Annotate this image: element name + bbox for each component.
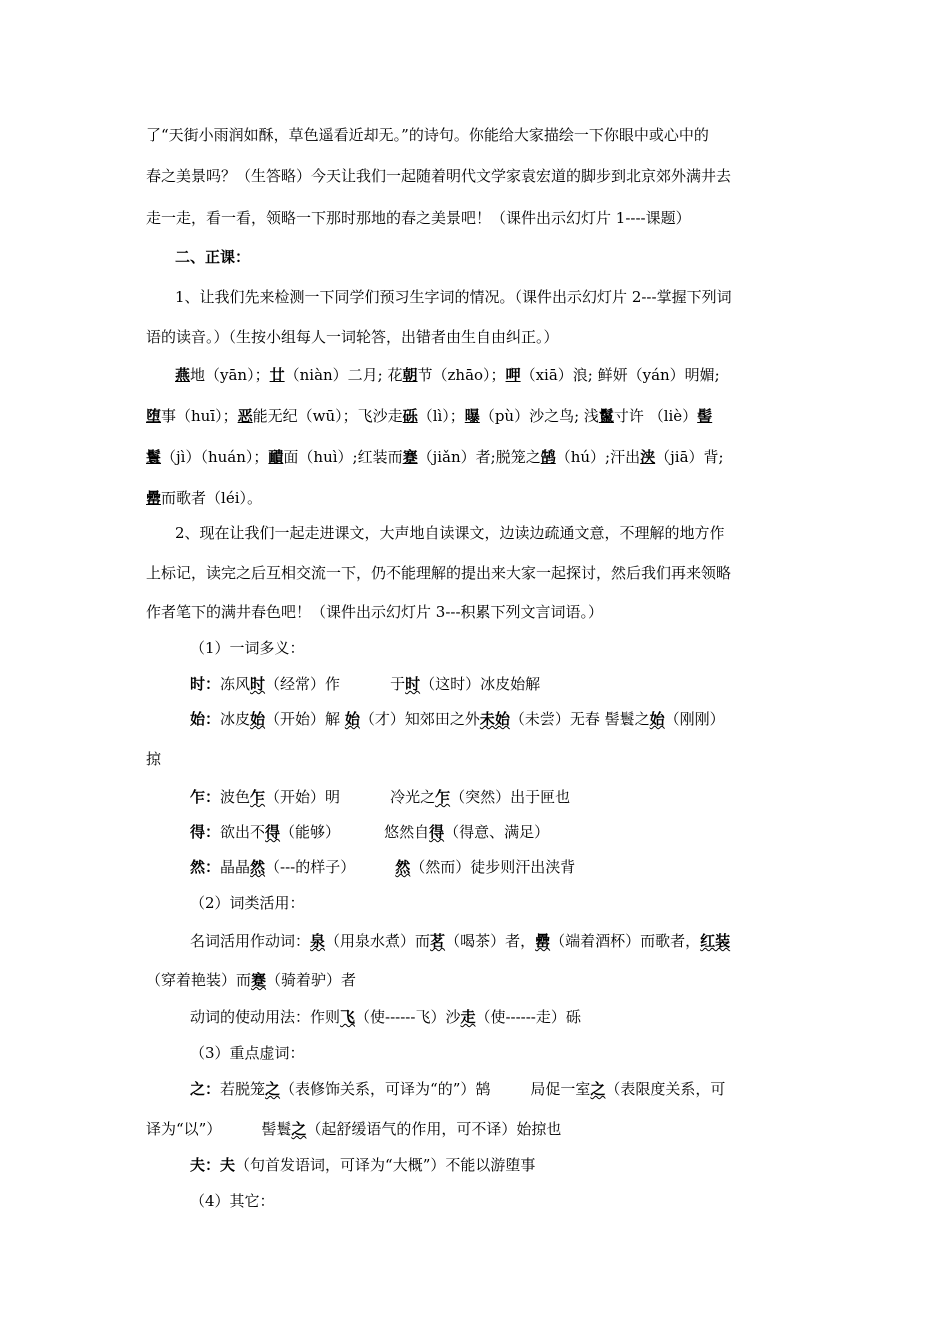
term-char: 罍 [535,932,551,950]
term-text: 译为“以”） [146,1120,222,1138]
term-text: （句首发语词，可译为“大概”）不能以游堕事 [235,1156,536,1174]
term-key: 夫： [190,1156,221,1174]
term-text: （喝茶）者， [445,932,536,950]
term-key: 始： [190,710,221,728]
vocab-text: 而歌者（léi）。 [161,489,262,507]
term-char: 得 [429,823,445,841]
step1-line-2: 语的读音。）（生按小组每人一词轮答，出错者由生自由纠正。） [146,328,559,346]
term-char: 飞 [340,1008,356,1026]
term-text: （突然）出于匣也 [450,788,571,806]
term-text: （然而）徒步则汗出浃背 [410,858,576,876]
step2-line-2: 上标记，读完之后互相交流一下，仍不能理解的提出来大家一起探讨，然后我们再来领略 [146,564,732,582]
vocab-char: 恶 [237,407,253,425]
term-text: （表限度关系，可 [605,1080,726,1098]
term-key: 得： [190,823,221,841]
term-char: 始 [649,710,665,728]
term-char: 走 [460,1008,476,1026]
vocab-text: （niàn）二月; 花 [284,366,403,384]
subheading-function-words: （3）重点虚词： [190,1044,305,1062]
term-text: （用泉水煮）而 [325,932,431,950]
term-char: 蹇 [251,971,267,989]
term-text: 悠然自 [384,823,430,841]
term-text: （起舒缓语气的作用，可不译）始掠也 [306,1120,562,1138]
vocab-line-2 [146,405,712,427]
term-text: 欲出不 [220,823,266,841]
vocab-char: 鬣 [598,407,614,425]
term-char: 时 [405,675,421,693]
word-class-line-1 [190,930,730,952]
vocab-text: 节（zhāo）； [417,366,506,384]
term-text: 冰皮 [220,710,251,728]
term-char: 始 [344,710,360,728]
vocab-char: 朝 [402,366,418,384]
term-text: （得意、满足） [444,823,550,841]
term-char: 之 [590,1080,606,1098]
term-char: 得 [265,823,281,841]
term-text: （使------走）砾 [475,1008,581,1026]
term-text: 波色 [220,788,251,806]
vocab-text: （hú）;汗出 [555,448,641,466]
term-text: 若脱笼 [220,1080,266,1098]
term-char: 乍 [435,788,451,806]
vocab-char: 靧 [268,448,284,466]
vocab-text: （jiā）背; [655,448,724,466]
polysemy-de [190,821,549,843]
vocab-char: 堕 [146,407,162,425]
term-key: 之： [190,1080,221,1098]
vocab-char: 燕 [175,366,191,384]
term-key: 乍： [190,788,221,806]
term-text: （端着酒杯）而歌者， [550,932,701,950]
subheading-word-class: （2）词类活用： [190,894,305,912]
vocab-text: 面（huì）;红装而 [283,448,403,466]
term-text: 冻风 [220,675,251,693]
vocab-char: 浃 [640,448,656,466]
term-char: 然 [395,858,411,876]
word-class-line-2 [146,969,356,991]
term-char: 之 [291,1120,307,1138]
term-text: （---的样子） [265,858,356,876]
term-text: （能够） [280,823,341,841]
polysemy-shi [190,673,540,695]
vocab-text: 能无纪（wū）；飞沙走 [252,407,403,425]
polysemy-zha [190,786,570,808]
word-class-line-3 [190,1006,581,1028]
vocab-text: 地（yān）； [190,366,270,384]
term-text: （开始）解 [265,710,345,728]
vocab-text: （pù）沙之鸟; 浅 [479,407,599,425]
term-text: （刚刚） [664,710,725,728]
intro-line-3: 走一走，看一看，领略一下那时那地的春之美景吧！（课件出示幻灯片 1----课题） [146,209,691,227]
term-char: 时 [250,675,266,693]
term-text: （才）知郊田之外 [359,710,480,728]
vocab-text: 寸许 （liè） [613,407,698,425]
vocab-text: （xiā）浪; 鲜妍（yán）明媚; [520,366,720,384]
term-char: 然 [250,858,266,876]
term-char: 红装 [700,932,731,950]
vocab-char: 髻 [697,407,713,425]
function-word-fu [190,1154,535,1176]
polysemy-ran [190,856,575,878]
vocab-text: （jiǎn）者;脱笼之 [417,448,541,466]
step2-line-1: 2、现在让我们一起走进课文，大声地自读课文，边读边疏通文意，不理解的地方作 [175,524,725,542]
vocab-char: 砾 [402,407,418,425]
vocab-char: 蹇 [402,448,418,466]
term-text: （使------飞）沙 [355,1008,461,1026]
subheading-polysemy: （1）一词多义： [190,639,305,657]
vocab-line-3 [146,446,724,468]
vocab-char: 鹄 [540,448,556,466]
vocab-char: 呷 [505,366,521,384]
term-char: 始 [250,710,266,728]
term-char: 之 [265,1080,281,1098]
term-text: （这时）冰皮始解 [420,675,541,693]
section-heading: 二、正课： [175,248,251,266]
term-text: （经常）作 [265,675,341,693]
term-text: （开始）明 [265,788,341,806]
term-text: （骑着驴）者 [266,971,357,989]
term-char: 茗 [430,932,446,950]
term-key: 时： [190,675,221,693]
term-text: 冷光之 [390,788,436,806]
term-text: 名词活用作动词： [190,932,311,950]
vocab-line-4 [146,487,262,509]
step2-line-3: 作者笔下的满井春色吧！（课件出示幻灯片 3---积累下列文言词语。） [146,603,604,621]
vocab-char: 鬟 [146,448,162,466]
intro-line-2: 春之美景吗？（生答略）今天让我们一起随着明代文学家袁宏道的脚步到北京郊外满井去 [146,167,732,185]
term-text: 晶晶 [220,858,251,876]
term-text: 动词的使动用法：作则 [190,1008,341,1026]
vocab-char: 罍 [146,489,162,507]
intro-line-1: 了“天街小雨润如酥，草色遥看近却无。”的诗句。你能给大家描绘一下你眼中或心中的 [146,126,709,144]
term-text: （穿着艳装）而 [146,971,252,989]
term-key: 然： [190,858,221,876]
term-char: 乍 [250,788,266,806]
term-text: （表修饰关系，可译为“的”）鹄 [280,1080,491,1098]
vocab-char: 廿 [269,366,285,384]
vocab-text: 事（huī）； [161,407,238,425]
function-word-zhi-1 [190,1078,725,1100]
step1-line-1: 1、让我们先来检测一下同学们预习生字词的情况。（课件出示幻灯片 2---掌握下列词 [175,288,732,306]
term-text: 于 [390,675,406,693]
term-char: 未始 [479,710,510,728]
term-char: 泉 [310,932,326,950]
term-text: （未尝）无春 髻鬟之 [509,710,650,728]
term-text: 髻鬟 [261,1120,292,1138]
polysemy-shi2 [190,708,725,730]
vocab-char: 曝 [464,407,480,425]
vocab-text: （lì）； [417,407,465,425]
vocab-text: （jì）（huán）； [161,448,269,466]
subheading-other: （4）其它： [190,1192,275,1210]
vocab-line-1 [175,364,720,386]
function-word-zhi-2 [146,1118,561,1140]
term-char: 夫 [220,1156,236,1174]
term-text: 局促一室 [530,1080,591,1098]
polysemy-shi2-wrap: 掠 [146,750,162,768]
